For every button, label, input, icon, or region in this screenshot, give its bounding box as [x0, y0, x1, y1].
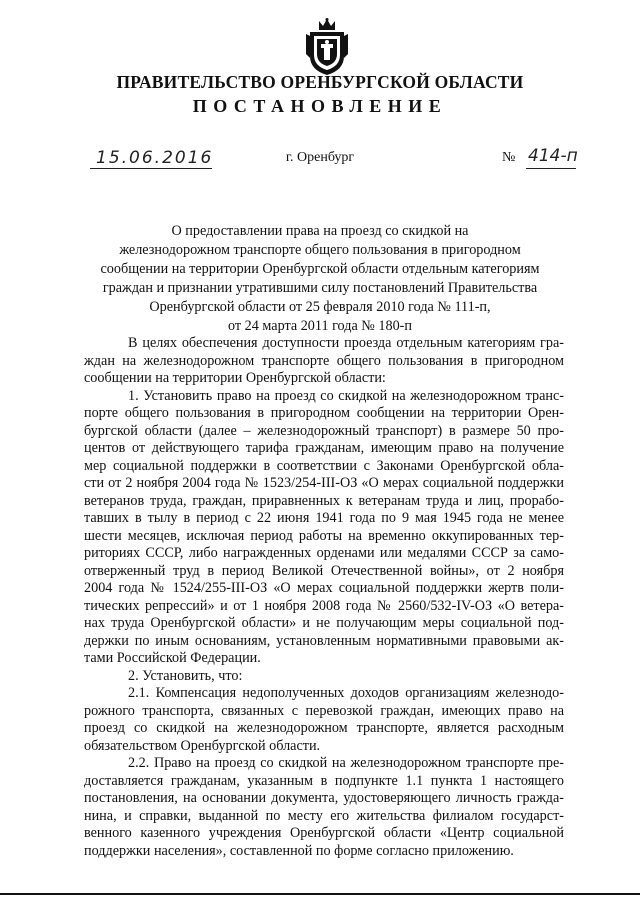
- subject-line: сообщении на территории Оренбургской области отдельным категориям: [100, 261, 540, 277]
- body-line: мер социальной поддержки в соответствии с Законами Оренбургской обла-: [84, 457, 564, 474]
- body-line: 2.1. Компенсация недополученных доходов организациям железнодо-: [128, 685, 564, 701]
- body-line: держки по иным основаниям, установленным нормативными правовыми ак-: [84, 632, 564, 649]
- subject-line: граждан и признании утратившими силу постановлений Правительства: [102, 280, 538, 296]
- body-line: сообщении на территории Оренбургской области:: [84, 370, 386, 386]
- body-line: 2. Установить, что:: [128, 667, 243, 684]
- body-line: отверженный труд в период Великой Отечественной войны», от 2 ноября: [84, 562, 564, 579]
- body-line: тами Российской Федерации.: [84, 650, 261, 666]
- body-line: 2004 года № 1524/255-III-ОЗ «О мерах социальной поддержки жертв поли-: [84, 580, 564, 596]
- body-line: доставляется гражданам, указанным в подпункте 1.1 пункта 1 настоящего: [84, 772, 564, 789]
- body-line: 1. Установить право на проезд со скидкой на железнодорожном транс-: [128, 387, 564, 404]
- subject-line: О предоставлении права на проезд со скидкой на: [171, 223, 469, 239]
- subject-line: от 24 марта 2011 года № 180-п: [228, 318, 412, 334]
- body-line: шести месяцев, исключая период работы на временно оккупированных тер-: [84, 527, 564, 544]
- page-bottom-rule: [0, 893, 640, 895]
- document-number: 414-п: [528, 146, 578, 166]
- body-line: ждан на железнодорожном транспорте общего пользования в пригородном: [84, 352, 564, 369]
- body-line: венного казенного учреждения Оренбургской области «Центр социальной: [84, 825, 564, 841]
- document-city: г. Оренбург: [285, 150, 355, 165]
- document-type: ПОСТАНОВЛЕНИЕ: [192, 96, 448, 116]
- body-line: центов от действующего тарифа гражданам, имеющим право на получение: [84, 440, 564, 456]
- body-line: нах труда Оренбургской области» и не получающим меры социальной под-: [84, 615, 564, 631]
- body-line: В целях обеспечения доступности проезда отдельным категориям гра-: [128, 335, 564, 351]
- body-line: тавших в тылу в период с 22 июня 1941 года по 9 мая 1945 года не менее: [84, 510, 564, 526]
- government-title: ПРАВИТЕЛЬСТВО ОРЕНБУРГСКОЙ ОБЛАСТИ: [116, 72, 524, 92]
- body-line: ветеранов труда, граждан, приравненных к ветеранам труда и лиц, прорабо-: [84, 492, 564, 509]
- body-line: поддержки населения», составленной по форме согласно приложению.: [84, 842, 514, 859]
- document-body: [84, 335, 564, 860]
- body-line: бургской области (далее – железнодорожный транспорт) в размере 50 про-: [84, 422, 564, 439]
- body-line: порте общего пользования в пригородном сообщении на территории Орен-: [84, 405, 564, 421]
- body-line: проезд со скидкой на железнодорожном транспорте, является расходным: [84, 720, 564, 736]
- body-line: постановления, на основании документа, удостоверяющего личность гражда-: [84, 790, 564, 806]
- number-label: №: [502, 150, 516, 165]
- document-date: 15.06.2016: [96, 148, 214, 168]
- body-line: рожного транспорта, связанных с перевозкой граждан, имеющих право на: [84, 702, 564, 719]
- subject-line: железнодорожном транспорте общего пользования в пригородном: [119, 242, 521, 258]
- oblast-coat-of-arms-icon: [304, 18, 350, 76]
- body-line: сти от 2 ноября 2004 года № 1523/254-III-ОЗ «О мерах социальной поддержки: [84, 475, 564, 491]
- body-line: обязательством Оренбургской области.: [84, 737, 321, 754]
- body-line: 2.2. Право на проезд со скидкой на железнодорожном транспорте пре-: [128, 755, 564, 771]
- document-subject: [90, 222, 550, 336]
- number-underline: [526, 168, 576, 169]
- date-underline: [90, 168, 212, 169]
- body-line: нина, и справки, выданной по месту его жительства филиалом государст-: [84, 807, 564, 824]
- body-line: тических репрессий» и от 1 ноября 2008 года № 2560/532-IV-ОЗ «О ветера-: [84, 597, 564, 614]
- subject-line: Оренбургской области от 25 февраля 2010 года № 111-п,: [149, 299, 491, 315]
- body-line: риториях СССР, либо награжденных орденами или медалями СССР за само-: [84, 545, 564, 561]
